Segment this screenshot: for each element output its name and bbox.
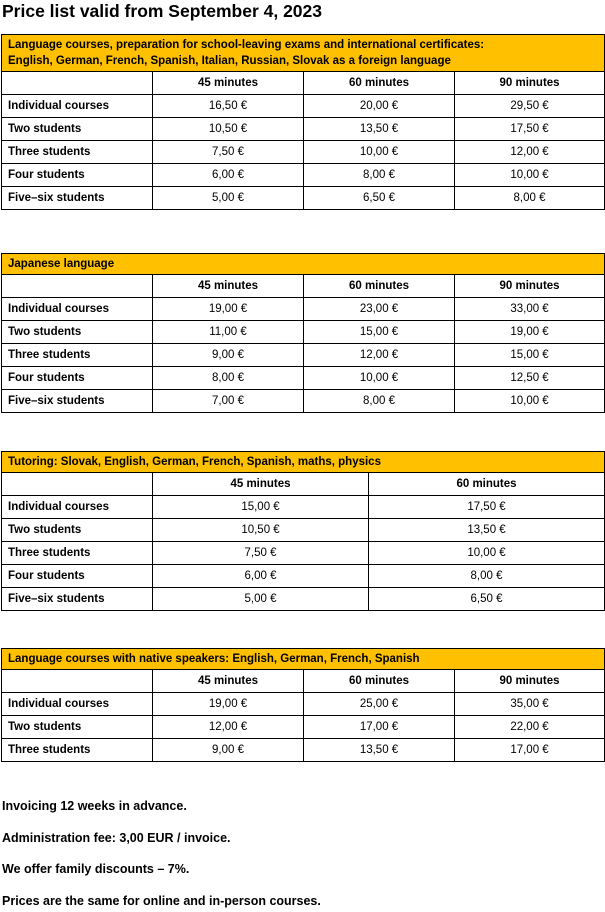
- table-row: [2, 496, 605, 519]
- corner-cell: [2, 275, 153, 298]
- row-label: Two students: [2, 519, 153, 542]
- price-cell: 20,00 €: [304, 95, 455, 118]
- table-row: [2, 321, 605, 344]
- table-row: [2, 367, 605, 390]
- price-cell: 9,00 €: [153, 344, 304, 367]
- table-row: [2, 141, 605, 164]
- price-cell: 6,50 €: [369, 588, 605, 611]
- section-header-line: Language courses with native speakers: English, German, French, Spanish: [8, 653, 420, 665]
- section-header-line: Japanese language: [8, 258, 115, 270]
- price-cell: 13,50 €: [304, 118, 455, 141]
- table-row: [2, 565, 605, 588]
- row-label: Two students: [2, 321, 153, 344]
- table-row: [2, 344, 605, 367]
- family-discount-note: We offer family discounts – 7%.: [2, 862, 190, 876]
- price-table-japanese: [1, 253, 605, 413]
- page-title: Price list valid from September 4, 2023: [2, 1, 323, 21]
- table-row: [2, 519, 605, 542]
- price-cell: 8,00 €: [455, 187, 605, 210]
- table-row: [2, 588, 605, 611]
- row-label: Five–six students: [2, 390, 153, 413]
- price-cell: 12,00 €: [153, 716, 304, 739]
- corner-cell: [2, 72, 153, 95]
- row-label: Individual courses: [2, 693, 153, 716]
- table-row: [2, 118, 605, 141]
- table-row: [2, 187, 605, 210]
- row-label: Two students: [2, 716, 153, 739]
- table-row: [2, 542, 605, 565]
- row-label: Four students: [2, 367, 153, 390]
- price-cell: 10,50 €: [153, 118, 304, 141]
- price-cell: 6,00 €: [153, 565, 369, 588]
- row-label: Two students: [2, 118, 153, 141]
- column-header: 90 minutes: [455, 275, 605, 298]
- row-label: Four students: [2, 164, 153, 187]
- price-cell: 29,50 €: [455, 95, 605, 118]
- price-cell: 12,00 €: [304, 344, 455, 367]
- table-row: [2, 390, 605, 413]
- row-label: Three students: [2, 739, 153, 762]
- price-cell: 17,50 €: [369, 496, 605, 519]
- row-label: Five–six students: [2, 187, 153, 210]
- price-cell: 10,00 €: [369, 542, 605, 565]
- price-cell: 15,00 €: [304, 321, 455, 344]
- row-label: Individual courses: [2, 298, 153, 321]
- pricing-parity-note: Prices are the same for online and in-person courses.: [2, 894, 321, 908]
- price-cell: 17,00 €: [455, 739, 605, 762]
- table-row: [2, 693, 605, 716]
- row-label: Four students: [2, 565, 153, 588]
- price-cell: 10,00 €: [304, 367, 455, 390]
- section-header: [2, 254, 605, 275]
- column-header: 45 minutes: [153, 670, 304, 693]
- price-cell: 19,00 €: [455, 321, 605, 344]
- price-cell: 12,50 €: [455, 367, 605, 390]
- invoicing-note: Invoicing 12 weeks in advance.: [2, 799, 187, 813]
- section-header-line: Language courses, preparation for school-leaving exams and international certificates:: [8, 39, 485, 51]
- price-table-tutoring: [1, 451, 605, 611]
- price-cell: 5,00 €: [153, 588, 369, 611]
- price-cell: 7,50 €: [153, 542, 369, 565]
- table-row: [2, 716, 605, 739]
- price-cell: 8,00 €: [304, 390, 455, 413]
- row-label: Three students: [2, 344, 153, 367]
- table-row: [2, 164, 605, 187]
- price-cell: 15,00 €: [455, 344, 605, 367]
- column-header: 60 minutes: [304, 275, 455, 298]
- column-header: 60 minutes: [369, 473, 605, 496]
- price-cell: 9,00 €: [153, 739, 304, 762]
- section-header-line: Tutoring: Slovak, English, German, French, Spanish, maths, physics: [8, 456, 381, 468]
- column-header: 45 minutes: [153, 72, 304, 95]
- price-cell: 23,00 €: [304, 298, 455, 321]
- price-cell: 5,00 €: [153, 187, 304, 210]
- price-cell: 6,50 €: [304, 187, 455, 210]
- price-cell: 10,00 €: [304, 141, 455, 164]
- price-cell: 13,50 €: [304, 739, 455, 762]
- admin-fee-note: Administration fee: 3,00 EUR / invoice.: [2, 831, 231, 845]
- price-cell: 19,00 €: [153, 298, 304, 321]
- price-cell: 8,00 €: [369, 565, 605, 588]
- price-cell: 13,50 €: [369, 519, 605, 542]
- price-cell: 7,00 €: [153, 390, 304, 413]
- price-cell: 17,00 €: [304, 716, 455, 739]
- section-header: [2, 452, 605, 473]
- section-header: [2, 35, 605, 72]
- column-header: 90 minutes: [455, 72, 605, 95]
- price-cell: 8,00 €: [304, 164, 455, 187]
- price-cell: 10,00 €: [455, 390, 605, 413]
- price-cell: 33,00 €: [455, 298, 605, 321]
- price-cell: 17,50 €: [455, 118, 605, 141]
- section-header-line: English, German, French, Spanish, Italian, Russian, Slovak as a foreign language: [8, 55, 451, 67]
- column-header: 45 minutes: [153, 275, 304, 298]
- corner-cell: [2, 473, 153, 496]
- price-cell: 11,00 €: [153, 321, 304, 344]
- column-header: 45 minutes: [153, 473, 369, 496]
- section-header: [2, 649, 605, 670]
- price-table-language-courses: [1, 34, 605, 210]
- price-cell: 6,00 €: [153, 164, 304, 187]
- column-header: 90 minutes: [455, 670, 605, 693]
- price-cell: 25,00 €: [304, 693, 455, 716]
- corner-cell: [2, 670, 153, 693]
- price-cell: 12,00 €: [455, 141, 605, 164]
- price-cell: 7,50 €: [153, 141, 304, 164]
- table-row: [2, 95, 605, 118]
- table-row: [2, 298, 605, 321]
- row-label: Individual courses: [2, 496, 153, 519]
- row-label: Three students: [2, 141, 153, 164]
- table-row: [2, 739, 605, 762]
- price-cell: 19,00 €: [153, 693, 304, 716]
- price-cell: 22,00 €: [455, 716, 605, 739]
- price-cell: 16,50 €: [153, 95, 304, 118]
- price-table-native-speakers: [1, 648, 605, 762]
- row-label: Five–six students: [2, 588, 153, 611]
- column-header: 60 minutes: [304, 72, 455, 95]
- price-cell: 35,00 €: [455, 693, 605, 716]
- row-label: Three students: [2, 542, 153, 565]
- row-label: Individual courses: [2, 95, 153, 118]
- price-cell: 10,00 €: [455, 164, 605, 187]
- price-cell: 15,00 €: [153, 496, 369, 519]
- column-header: 60 minutes: [304, 670, 455, 693]
- price-cell: 10,50 €: [153, 519, 369, 542]
- price-cell: 8,00 €: [153, 367, 304, 390]
